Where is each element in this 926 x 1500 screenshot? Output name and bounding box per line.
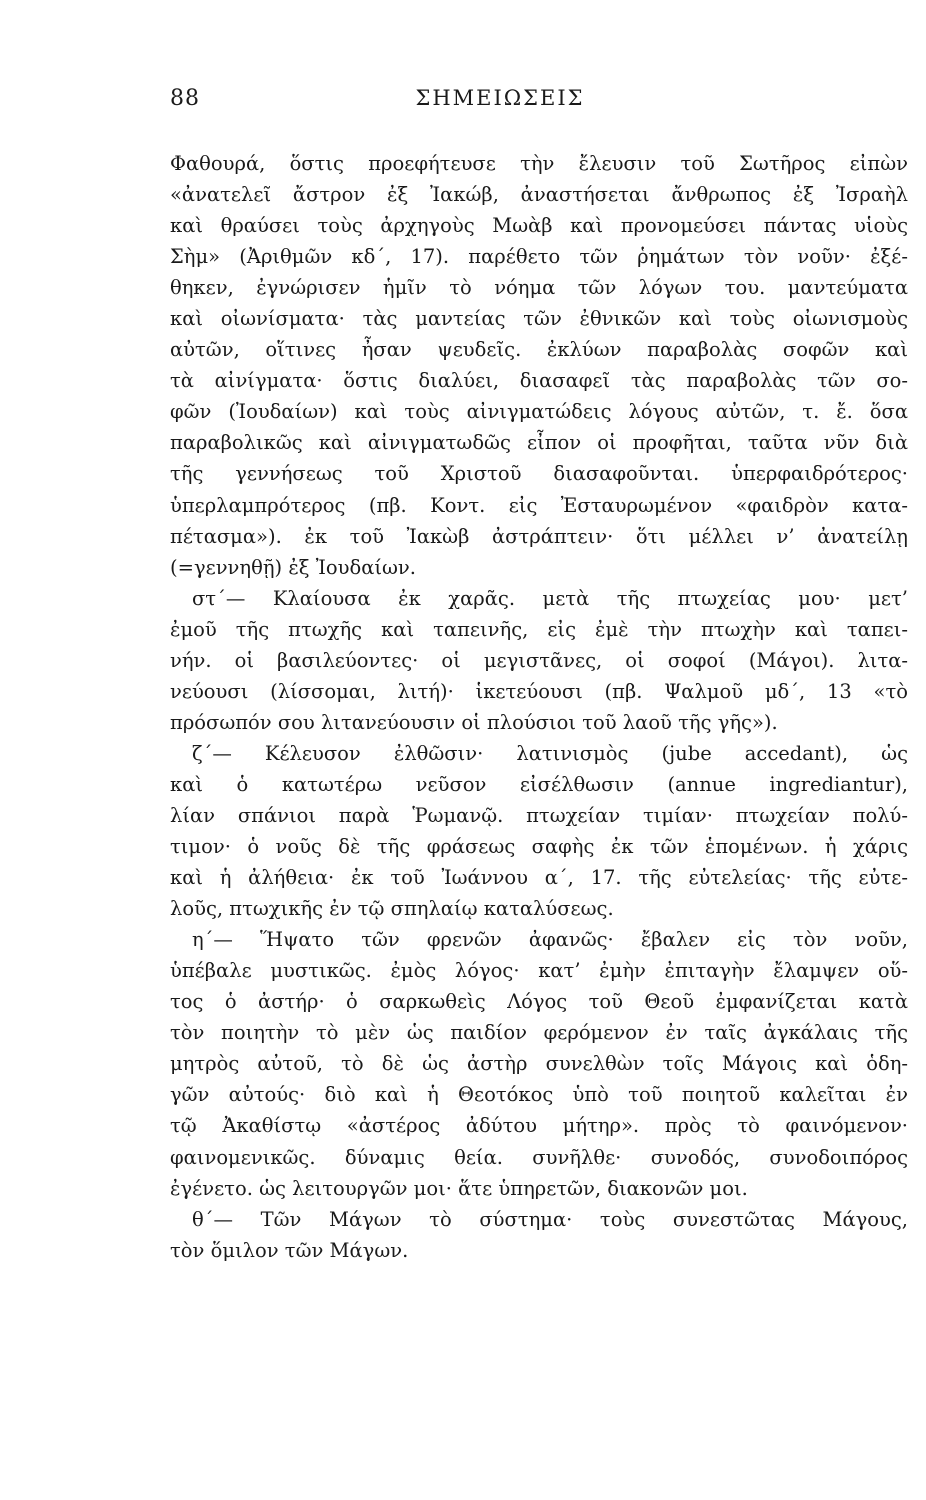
text-line: τῷ Ἀκαθίστῳ «ἀστέρος ἀδύτου μήτηρ». πρὸς τὸ φαινόμενον· [170,1114,908,1138]
body-text [170,148,908,1266]
text-line: Σὴμ» (Ἀριθμῶν κδ΄, 17). παρέθετο τῶν ῥημάτων τὸν νοῦν· ἐξέ- [170,245,908,269]
text-line: καὶ οἰωνίσματα· τὰς μαντείας τῶν ἐθνικῶν καὶ τοὺς οἰωνισμοὺς [170,307,908,331]
text-line: λοῦς, πτωχικῆς ἐν τῷ σπηλαίῳ καταλύσεως. [170,897,614,921]
text-line: τὸν ποιητὴν τὸ μὲν ὡς παιδίον φερόμενον ἐν ταῖς ἀγκάλαις τῆς [170,1021,908,1045]
section-start-line: ζ΄— Κέλευσον ἐλθῶσιν· λατινισμὸς (jube accedant), ὡς [192,741,908,765]
text-line: φαινομενικῶς. δύναμις θεία. συνῆλθε· συνοδός, συνοδοιπόρος [170,1145,908,1169]
text-line: καὶ θραύσει τοὺς ἀρχηγοὺς Μωὰβ καὶ προνομεύσει πάντας υἱοὺς [170,214,908,238]
text-line: τιμον· ὁ νοῦς δὲ τῆς φράσεως σαφὴς ἐκ τῶν ἑπομένων. ἡ χάρις [170,835,908,859]
text-line: φῶν (Ἰουδαίων) καὶ τοὺς αἰνιγματώδεις λόγους αὐτῶν, τ. ἔ. ὅσα [170,400,908,424]
text-line: καὶ ὁ κατωτέρω νεῦσον εἰσέλθωσιν (annue ingrediantur), [170,772,908,796]
text-line: καὶ ἡ ἀλήθεια· ἐκ τοῦ Ἰωάννου α΄, 17. τῆς εὐτελείας· τῆς εὐτε- [170,866,908,890]
text-line: νήν. οἱ βασιλεύοντες· οἱ μεγιστᾶνες, οἱ σοφοί (Μάγοι). λιτα- [170,648,908,672]
text-line: ἐγένετο. ὡς λειτουργῶν μοι· ἅτε ὑπηρετῶν, διακονῶν μοι. [170,1176,748,1200]
text-line: λίαν σπάνιοι παρὰ Ῥωμανῷ. πτωχείαν τιμίαν· πτωχείαν πολύ- [170,803,908,827]
text-line: τὰ αἰνίγματα· ὅστις διαλύει, διασαφεῖ τὰς παραβολὰς τῶν σο- [170,369,908,393]
text-line: τὸν ὅμιλον τῶν Μάγων. [170,1238,409,1262]
text-line: γῶν αὐτούς· διὸ καὶ ἡ Θεοτόκος ὑπὸ τοῦ ποιητοῦ καλεῖται ἐν [170,1083,908,1107]
page-number: 88 [170,86,200,111]
text-line: ὑπέβαλε μυστικῶς. ἐμὸς λόγος· κατ’ ἐμὴν ἐπιταγὴν ἔλαμψεν οὕ- [170,959,908,983]
page-header [170,86,830,118]
text-line: μητρὸς αὐτοῦ, τὸ δὲ ὡς ἀστὴρ συνελθὼν τοῖς Μάγοις καὶ ὁδη- [170,1052,908,1076]
text-line: θηκεν, ἐγνώρισεν ἡμῖν τὸ νόημα τῶν λόγων του. μαντεύματα [170,276,908,300]
text-line: αὐτῶν, οἵτινες ἦσαν ψευδεῖς. ἐκλύων παραβολὰς σοφῶν καὶ [170,338,908,362]
text-line: νεύουσι (λίσσομαι, λιτή)· ἱκετεύουσι (πβ. Ψαλμοῦ μδ΄, 13 «τὸ [170,679,908,703]
text-line: «ἀνατελεῖ ἄστρον ἐξ Ἰακώβ, ἀναστήσεται ἄνθρωπος ἐξ Ἰσραὴλ [170,183,908,207]
text-line: ὑπερλαμπρότερος (πβ. Κοντ. εἰς Ἐσταυρωμένον «φαιδρὸν κατα- [170,493,908,517]
text-line: ἐμοῦ τῆς πτωχῆς καὶ ταπεινῆς, εἰς ἐμὲ τὴν πτωχὴν καὶ ταπει- [170,617,908,641]
section-start-line: θ΄— Τῶν Μάγων τὸ σύστημα· τοὺς συνεστῶτας Μάγους, [192,1207,908,1231]
text-line: τος ὁ ἀστήρ· ὁ σαρκωθεὶς Λόγος τοῦ Θεοῦ ἐμφανίζεται κατὰ [170,990,908,1014]
text-line: Φαθουρά, ὅστις προεφήτευσε τὴν ἔλευσιν τοῦ Σωτῆρος εἰπὼν [170,152,908,175]
section-start-line: η΄— Ἥψατο τῶν φρενῶν ἀφανῶς· ἔβαλεν εἰς τὸν νοῦν, [192,928,908,952]
section-start-line: στ΄— Κλαίουσα ἐκ χαρᾶς. μετὰ τῆς πτωχείας μου· μετ’ [192,586,908,610]
text-line: παραβολικῶς καὶ αἰνιγματωδῶς εἶπον οἱ προφῆται, ταῦτα νῦν διὰ [170,431,908,455]
text-line: πρόσωπόν σου λιτανεύουσιν οἱ πλούσιοι τοῦ λαοῦ τῆς γῆς»). [170,710,778,734]
running-title: ΣΗΜΕΙΩΣΕΙΣ [415,86,585,110]
text-line: τῆς γεννήσεως τοῦ Χριστοῦ διασαφοῦνται. ὑπερφαιδρότερος· [170,462,908,486]
text-line: (=γεννηθῇ) ἐξ Ἰουδαίων. [170,555,416,579]
text-line: πέτασμα»). ἐκ τοῦ Ἰακὼβ ἀστράπτειν· ὅτι μέλλει ν’ ἀνατείλῃ [170,524,908,548]
